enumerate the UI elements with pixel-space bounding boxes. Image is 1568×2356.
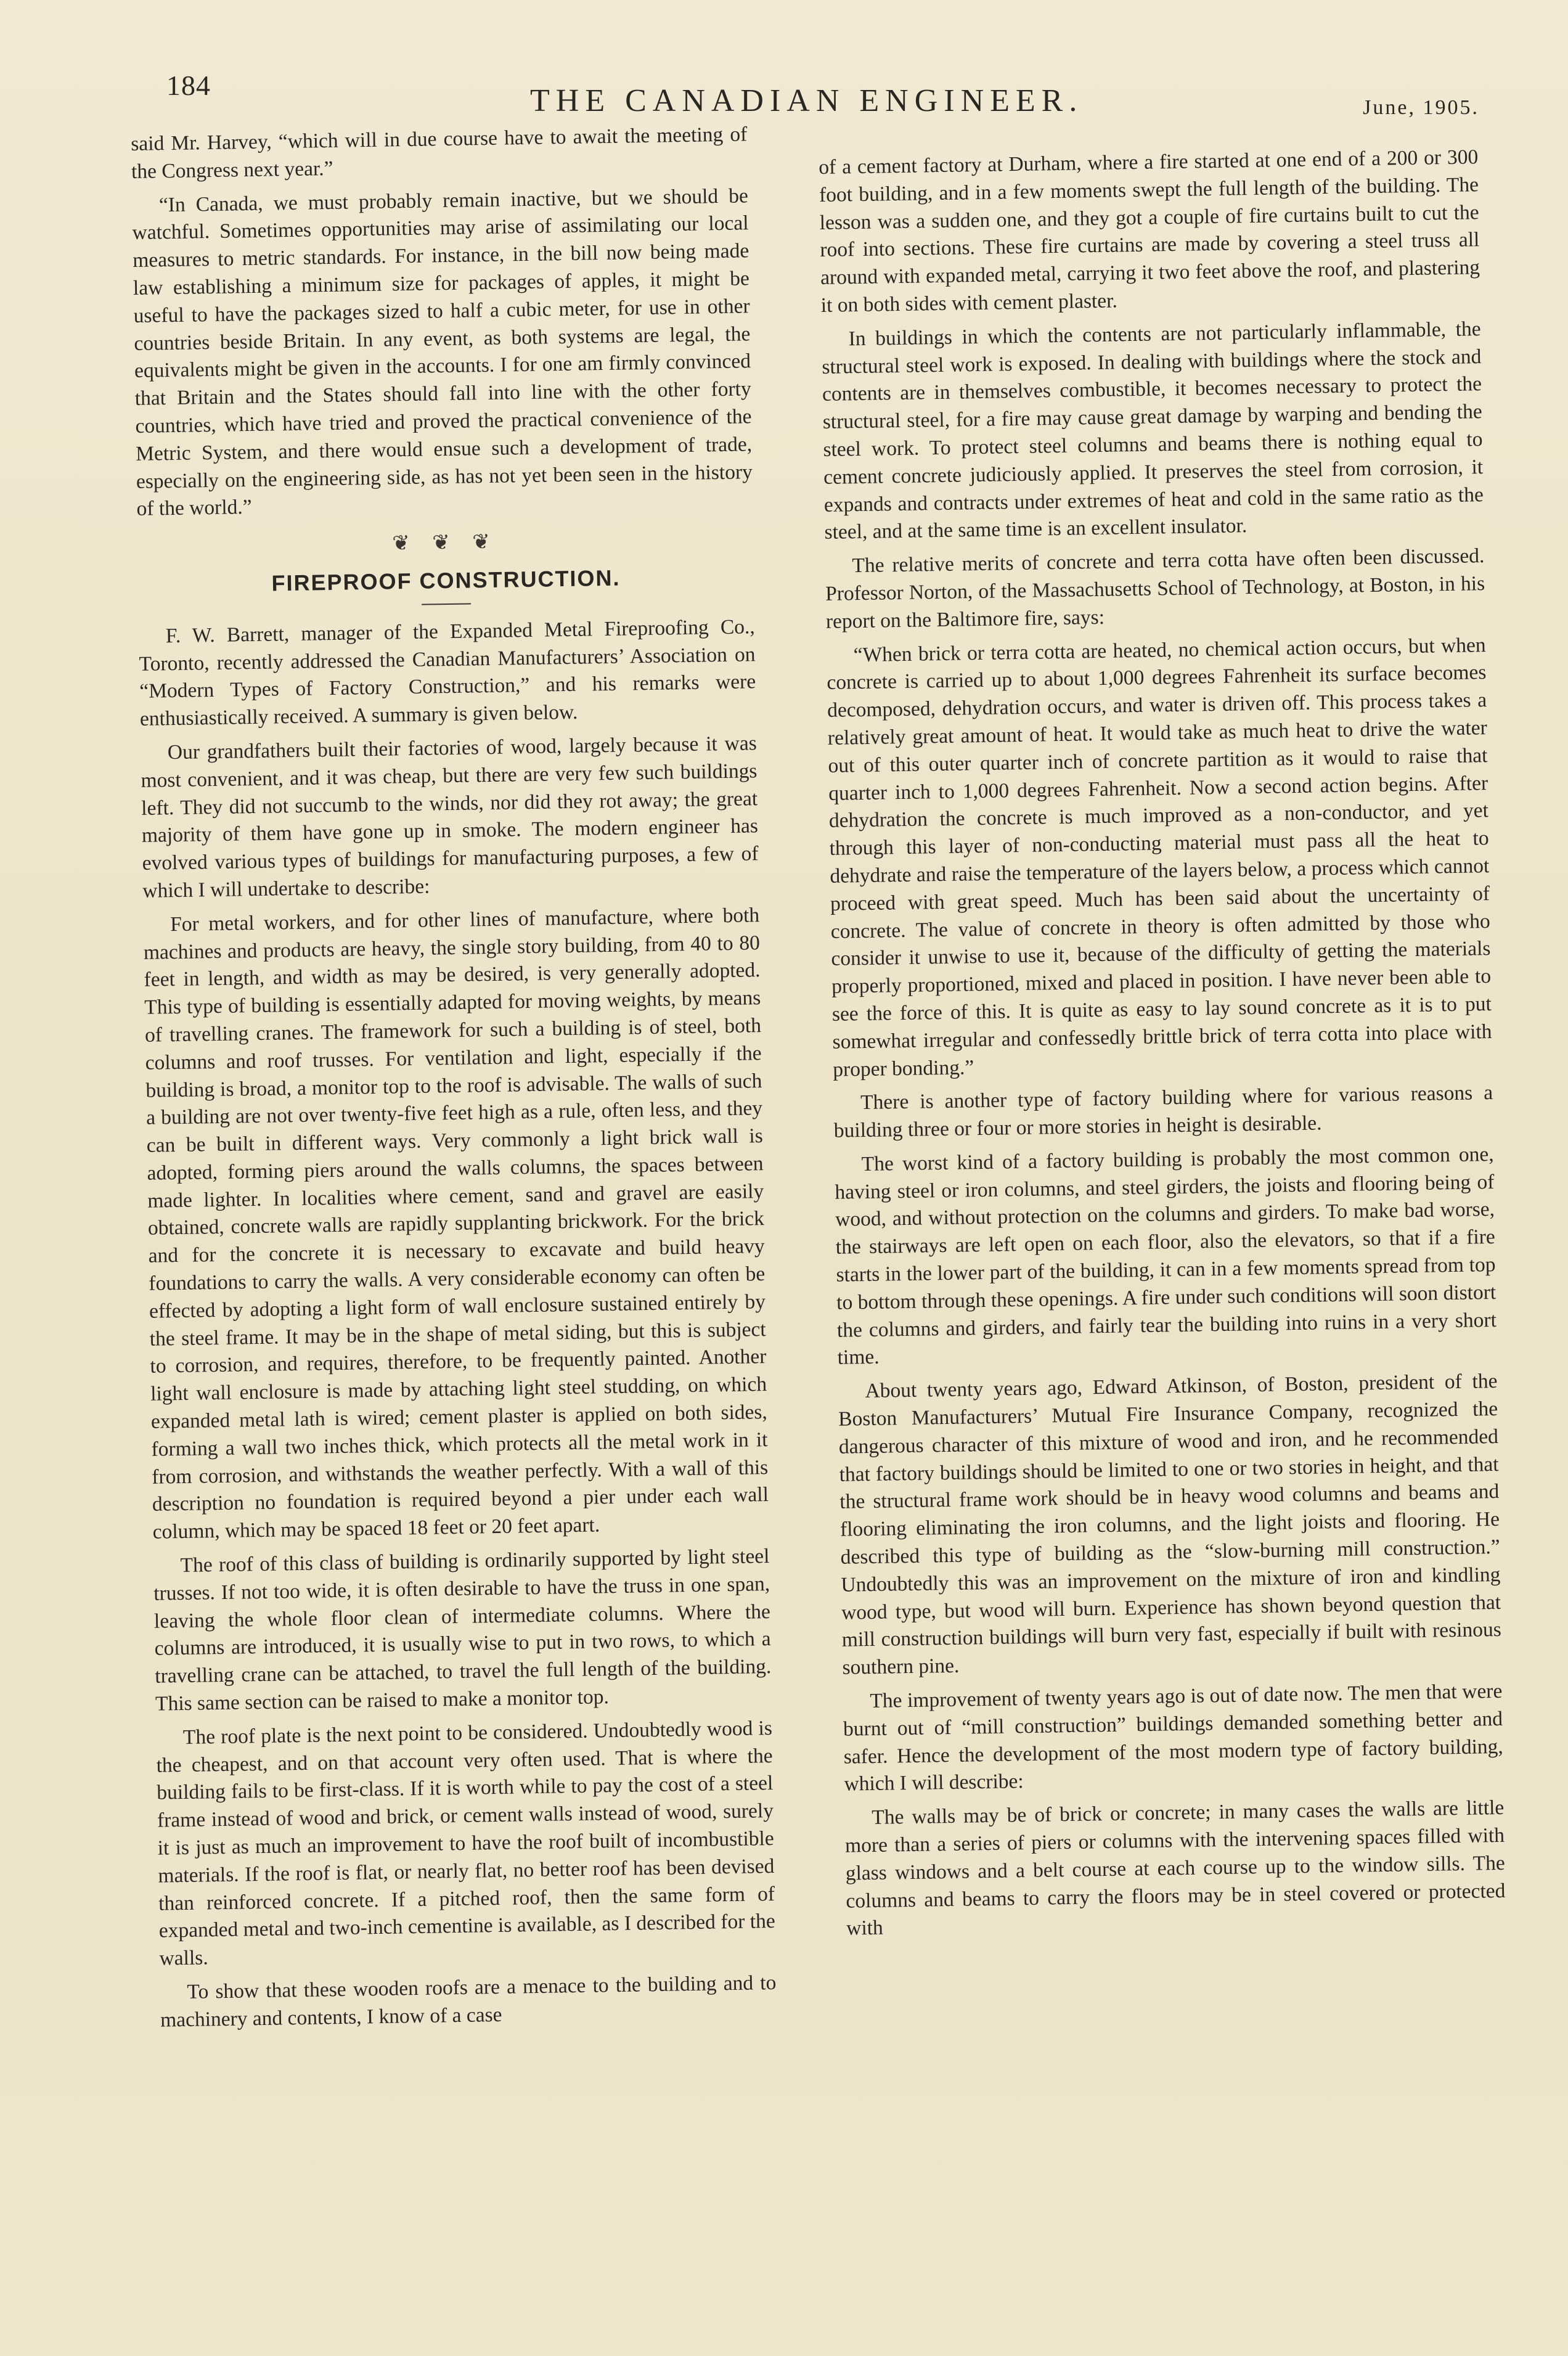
paragraph: About twenty years ago, Edward Atkinson, of Boston, president of the Boston Manufacturers’ Mutual Fire Insurance Company, recognized the dangerous character of this mixture of wood and iron, and he recommended that factory buildings should be limited to one or two stories in height, and that the structural frame work should be in heavy wood columns and beams and flooring eliminating the iron columns, and the light joists and flooring. He described this type of building as the “slow-burning mill construction.” Undoubtedly this was an improvement on the mixture of iron and kindling wood type, but wood will burn. Experience has shown beyond question that mill construction buildings will burn very fast, especially if built with resinous southern pine. [838, 1370, 1502, 1679]
issue-date: June, 1905. [1363, 96, 1479, 119]
paragraph: “In Canada, we must probably remain inactive, but we should be watchful. Sometimes opportunities may arise of assimilating our local measures to metric standards. For instance, in the bill now being made law establishing a minimum size for packages of apples, it might be useful to have the packages sized to half a cubic meter, for use in other countries beside Britain. In any event, as both systems are legal, the equivalents might be given in the accounts. I for one am firmly convinced that Britain and the States should fall into line with the other forty countries, which have tried and proved the practical convenience of the Metric System, and there would ensue such a development of trade, especially on the engineering side, as has not yet been seen in the history of the world.” [132, 184, 753, 521]
paragraph: of a cement factory at Durham, where a fire started at one end of a 200 or 300 foot building, and in a few moments swept the full length of the building. The lesson was a sudden one, and they got a couple of fire curtains built to cut the roof into sections. These fire curtains are made by covering a steel truss all around with expanded metal, carrying it two feet above the roof, and plastering it on both sides with cement plaster. [819, 145, 1480, 317]
paragraph: The roof of this class of building is ordinarily supported by light steel trusses. If not too wide, it is often desirable to have the truss in one span, leaving the whole floor clean of intermediate columns. Where the columns are introduced, it is usually wise to put in two rows, to which a travelling crane can be attached, to travel the full length of the building. This same section can be raised to make a monitor top. [153, 1545, 772, 1716]
paragraph: Our grandfathers built their factories of wood, largely because it was most convenient, and it was cheap, but there are very few such buildings left. They did not succumb to the winds, nor did they rot away; the great majority of them have gone up in smoke. The modern engineer has evolved various types of buildings for manufacturing purposes, a few of which I will undertake to describe: [141, 732, 759, 902]
right-column [819, 144, 1506, 1949]
left-column [131, 121, 777, 2040]
paragraph: To show that these wooden roofs are a menace to the building and to machinery and contents, I know of a case [160, 1971, 777, 2032]
paragraph: The roof plate is the next point to be considered. Undoubtedly wood is the cheapest, and on that account very often used. That is where the building fails to be first-class. If it is worth while to pay the cost of a steel frame instead of wood and brick, or cement walls instead of wood, surely it is just as much an improvement to have the roof built of incombustible materials. If the roof is flat, or nearly flat, no better roof has been devised than reinforced concrete. If a pitched roof, then the same form of expanded metal and two-inch cementine is available, as I described for the walls. [156, 1716, 776, 1970]
section-title: FIREPROOF CONSTRUCTION. [271, 565, 621, 596]
paragraph: F. W. Barrett, manager of the Expanded Metal Fireproofing Co., Toronto, recently addressed the Canadian Manufacturers’ Association on “Modern Types of Factory Construction,” and his remarks were enthusiastically received. A summary is given below. [139, 615, 756, 731]
page-header [166, 69, 1479, 125]
paragraph: The worst kind of a factory building is probably the most common one, having steel or iron columns, and steel girders, the joists and flooring being of wood, and without protection on the columns and girders. To make bad worse, the stairways are left open on each floor, also the elevators, so that if a fire starts in the lower part of the building, it can in a few moments spread from top to bottom through these openings. A fire under such conditions will soon distort the columns and girders, and fairly tear the building into ruins in a very short time. [835, 1142, 1497, 1370]
paragraph: “When brick or terra cotta are heated, no chemical action occurs, but when concrete is carried up to about 1,000 degrees Fahrenheit its surface becomes decomposed, dehydration occurs, and water is driven off. This process takes a relatively great amount of heat. It would take as much heat to drive the water out of this outer quarter inch of concrete partition as it would to raise that quarter inch to 1,000 degrees Fahrenheit. Now a second action begins. After dehydration the concrete is much improved as a non-conductor, and yet through this layer of non-conducting material must pass all the heat to dehydrate and raise the temperature of the layers below, a process which cannot proceed with great speed. Much has been said about the uncertainty of concrete. The value of concrete in theory is often admitted by those who consider it unwise to use it, because of the difficulty of getting the materials properly proportioned, mixed and placed in position. I have never been able to see the force of this. It is quite as easy to lay sound concrete as it is to put somewhat irregular and confessedly brittle brick of terra cotta into place with proper bonding.” [827, 633, 1492, 1081]
paragraph: For metal workers, and for other lines of manufacture, where both machines and products are heavy, the single story building, from 40 to 80 feet in length, and width as may be desired, is very generally adopted. This type of building is essentially adapted for moving weights, by means of travelling cranes. The framework for such a building is of steel, both columns and roof trusses. For ventilation and light, especially if the building is broad, a monitor top to the roof is advisable. The walls of such a building are not over twenty-five feet high as a rule, often less, and they can be built in different ways. Very commonly a light brick wall is adopted, forming piers around the walls columns, the spaces between made lighter. In localities where cement, sand and gravel are easily obtained, concrete walls are rapidly supplanting brickwork. For the brick and for the concrete it is necessary to excavate and build heavy foundations to carry the walls. A very considerable economy can often be effected by adopting a light form of wall enclosure sustained entirely by the steel frame. It may be in the shape of metal siding, but this is subject to corrosion, and requires, therefore, to be frequently painted. Another light wall enclosure is made by attaching light steel studding, on which expanded metal lath is wired; cement plaster is applied on both sides, forming a wall two inches thick, which protects all the metal work in it from corrosion, and withstands the weather perfectly. With a wall of this description no foundation is required beyond a pier under each wall column, which may be spaced 18 feet or 20 feet apart. [143, 903, 769, 1544]
paragraph: The improvement of twenty years ago is out of date now. The men that were burnt out of “mill construction” buildings demanded something better and safer. Hence the development of the most modern type of factory building, which I will describe: [843, 1679, 1503, 1796]
paragraph: The relative merits of concrete and terra cotta have often been discussed. Professor Norton, of the Massachusetts School of Technology, at Boston, in his report on the Baltimore fire, says: [825, 544, 1485, 633]
section-ornament: ❦ ❦ ❦ [392, 530, 499, 555]
page-number: 184 [166, 70, 211, 101]
section-rule [422, 603, 471, 605]
paragraph: said Mr. Harvey, “which will in due course have to await the meeting of the Congress next year.” [131, 123, 748, 183]
journal-title: THE CANADIAN ENGINEER. [530, 83, 1084, 118]
paragraph: In buildings in which the contents are not particularly inflammable, the structural steel work is exposed. In dealing with buildings where the stock and contents are in themselves combustible, it becomes necessary to protect the structural steel, for a fire may cause great damage by warping and bending the steel work. To protect steel columns and beams there is nothing equal to cement concrete judiciously applied. It preserves the steel from corrosion, it expands and contracts under extremes of heat and cold in the same ratio as the steel, and at the same time is an excellent insulator. [822, 317, 1484, 544]
paragraph: There is another type of factory building where for various reasons a building three or four or more stories in height is desirable. [833, 1081, 1493, 1142]
paragraph: The walls may be of brick or concrete; in many cases the walls are little more than a series of piers or columns with the intervening spaces filled with glass windows and a belt course at each course up to the window sills. The columns and beams to carry the floors may be in steel covered or protected with [844, 1796, 1506, 1941]
